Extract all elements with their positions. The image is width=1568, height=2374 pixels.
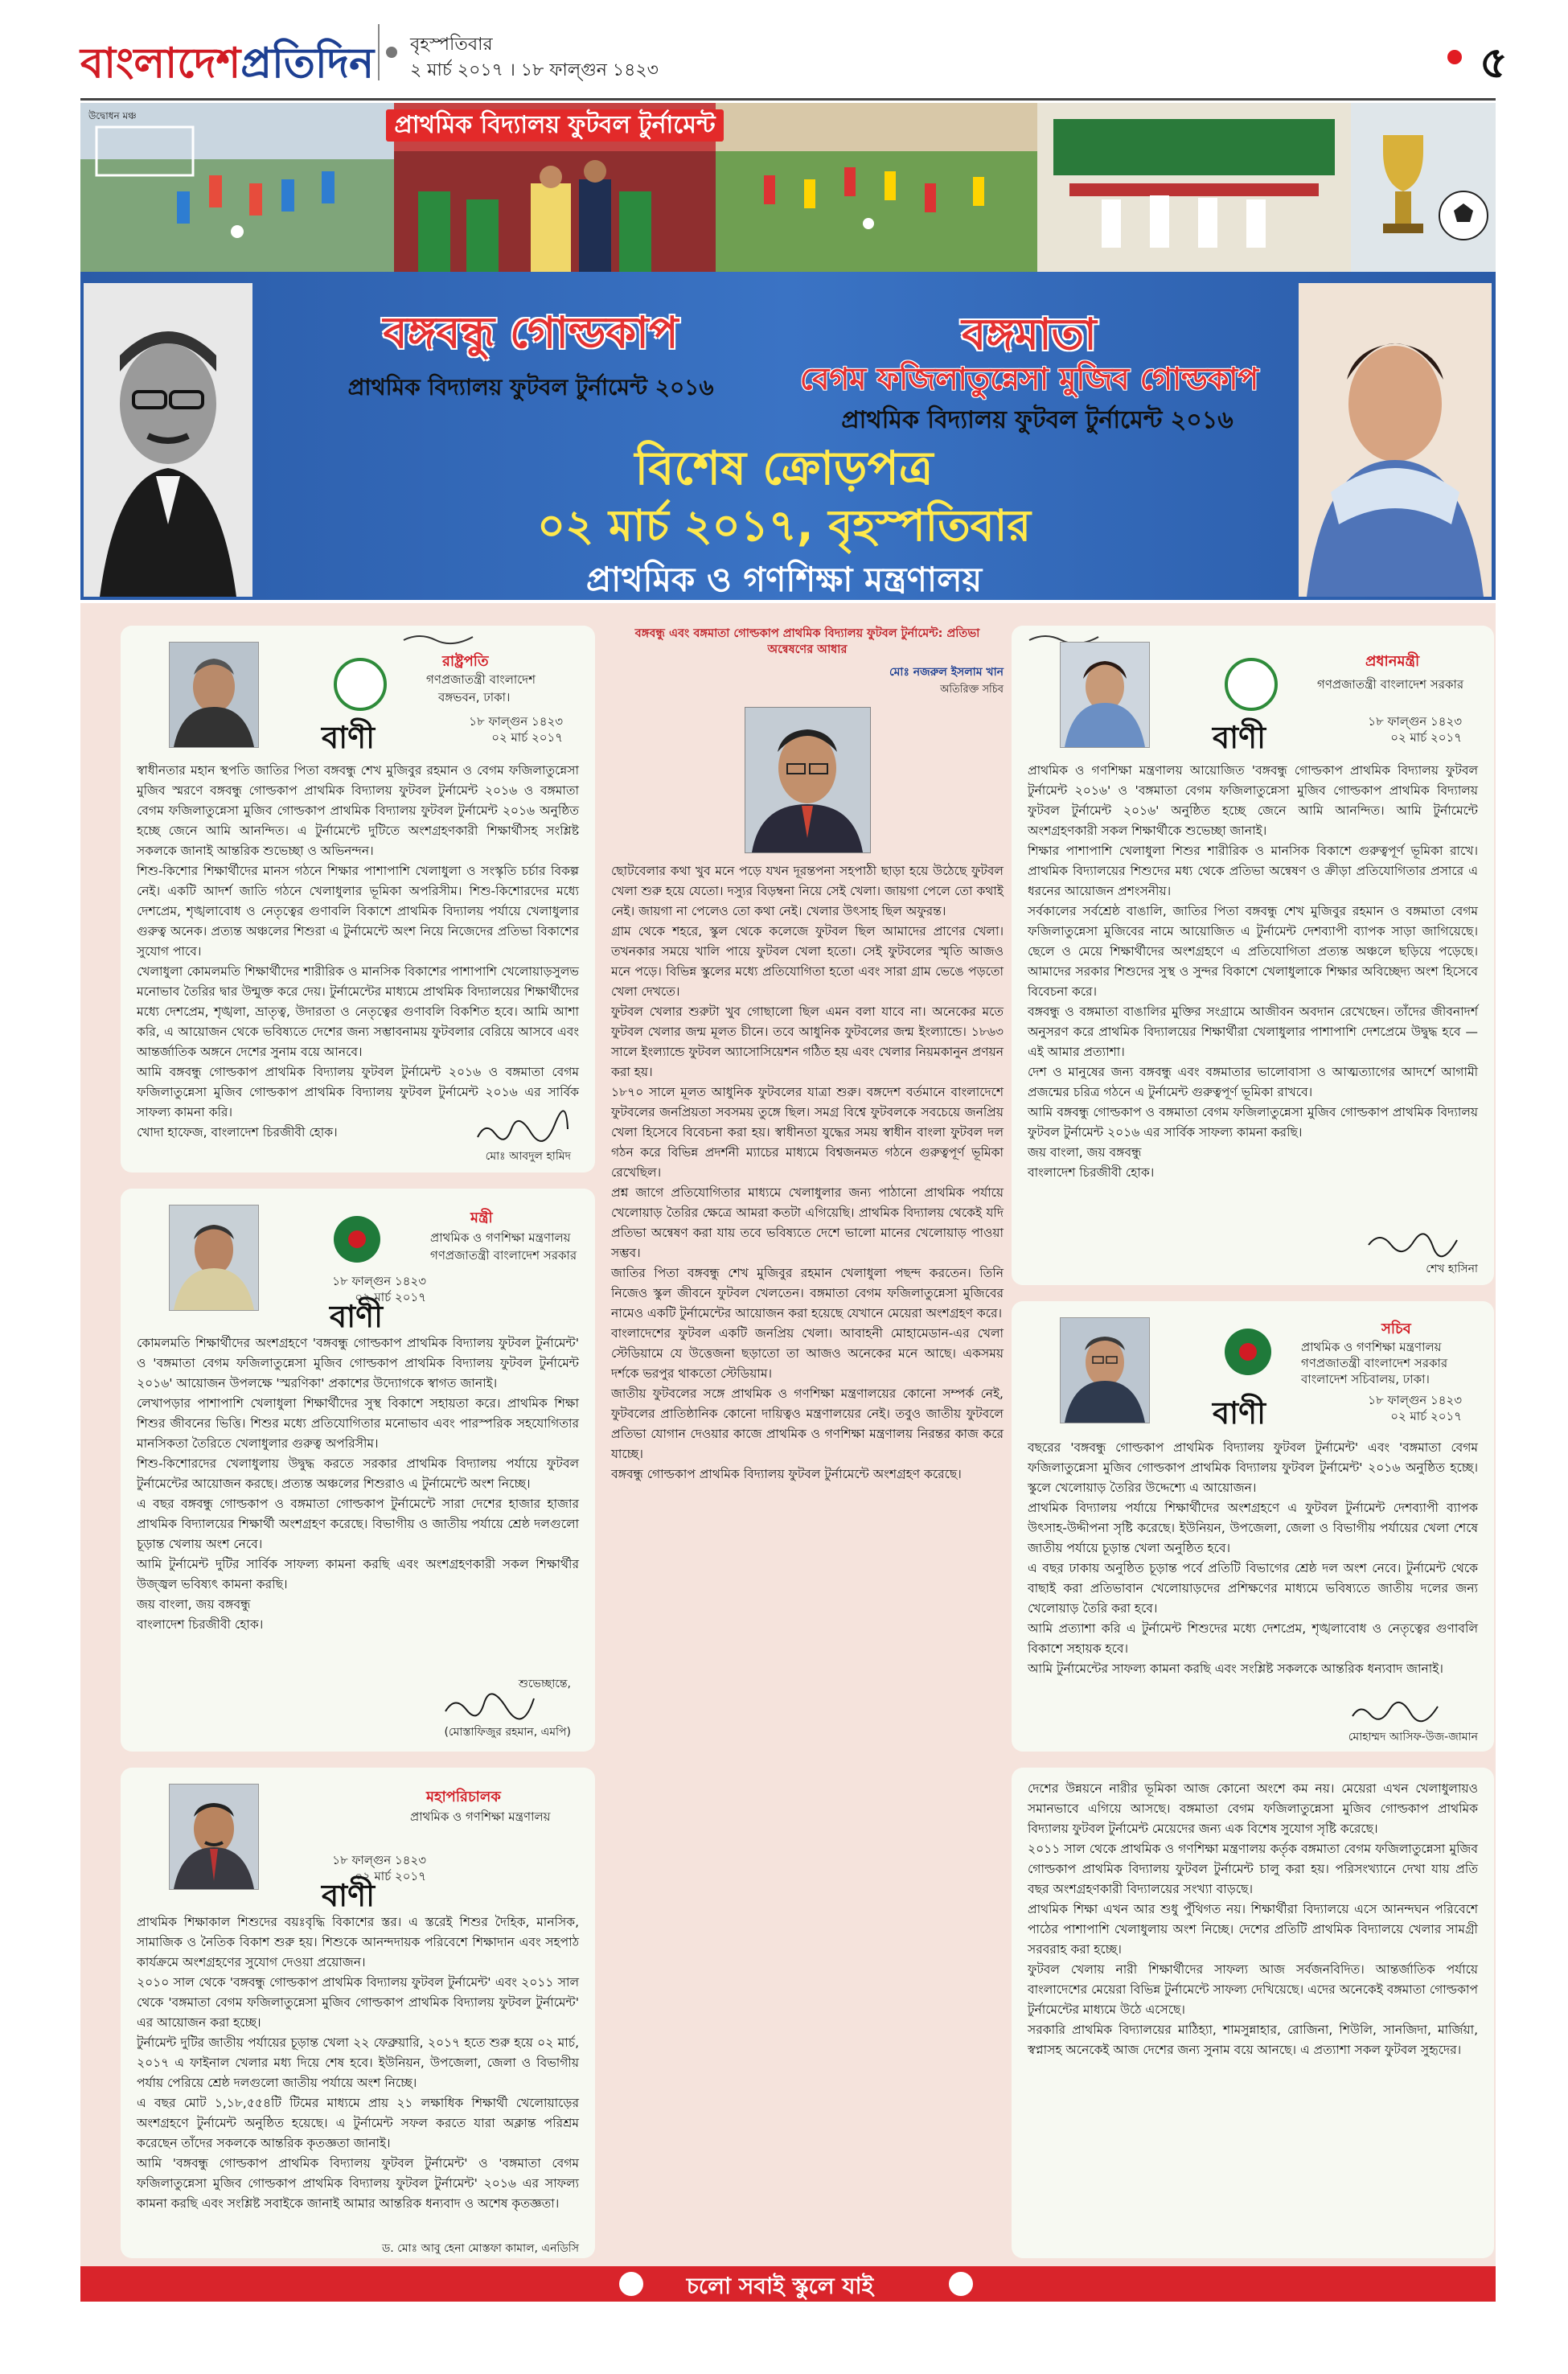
logo-text-1: বাংলাদেশ <box>80 39 241 88</box>
pm-photo <box>1060 642 1150 748</box>
bullet-dot-icon <box>386 47 397 58</box>
photo-football-match-2 <box>716 103 1037 272</box>
minister-line-2: গণপ্রজাতন্ত্রী বাংলাদেশ সরকার <box>430 1248 577 1263</box>
pm-line-1: গণপ্রজাতন্ত্রী বাংলাদেশ সরকার <box>1317 677 1464 692</box>
bangabandhu-portrait <box>84 283 252 597</box>
banner-right-title-2: বেগম ফজিলাতুন্নেসা মুজিব গোল্ডকাপ <box>799 361 1259 396</box>
banner-left-subtitle: প্রাথমিক বিদ্যালয় ফুটবল টুর্নামেন্ট ২০১৬ <box>347 374 714 400</box>
president-line-2: বঙ্গভবন, ঢাকা। <box>438 690 511 704</box>
article-title: বঙ্গবন্ধু এবং বঙ্গমাতা গোল্ডকাপ প্রাথমিক বিদ্যালয় ফুটবল টুর্নামেন্ট: প্রতিভা অন্বেষণের আধার <box>634 627 980 656</box>
pm-message-card <box>1012 626 1494 1285</box>
president-title: রাষ্ট্রপতি <box>442 653 489 670</box>
pm-signature <box>1365 1229 1462 1255</box>
secretary-message-text: বছরের 'বঙ্গবন্ধু গোল্ডকাপ প্রাথমিক বিদ্যালয় ফুটবল টুর্নামেন্ট' এবং 'বঙ্গমাতা বেগম ফজিলাতুন্নেসা মুজিব গোল্ডকাপ প্রাথমিক বিদ্যালয় ফুটবল টুর্নামেন্ট' ২০১৬ অনুষ্ঠিত হচ্ছে। স্কুলে খেলোয়াড় তৈরির উদ্দেশ্যে এ আয়োজন। প্রাথমিক বিদ্যালয় পর্যায়ে শিক্ষার্থীদের অংশগ্রহণে এ ফুটবল টুর্নামেন্ট দেশব্যাপী ব্যাপক উৎসাহ-উদ্দীপনা সৃষ্টি করেছে। ইউনিয়ন, উপজেলা, জেলা ও বিভাগীয় পর্যায়ের খেলা শেষে জাতীয় পর্যায়ে চূড়ান্ত খেলা অনুষ্ঠিত হবে। এ বছর ঢাকায় অনুষ্ঠিত চূড়ান্ত পর্বে প্রতিটি বিভাগের শ্রেষ্ঠ দল অংশ নেবে। টুর্নামেন্ট থেকে বাছাই করা প্রতিভাবান খেলোয়াড়দের প্রশিক্ষণের মাধ্যমে ভবিষ্যতে জাতীয় দলের জন্য খেলোয়াড় তৈরি করা হবে। আমি প্রত্যাশা করি এ টুর্নামেন্ট শিশুদের মধ্যে দেশপ্রেম, শৃঙ্খলাবোধ ও নেতৃত্বের গুণাবলি বিকাশে সহায়ক হবে। আমি টুর্নামেন্টের সাফল্য কামনা করছি এবং সংশ্লিষ্ট সকলকে আন্তরিক ধন্যবাদ জানাই। <box>1028 1440 1478 1676</box>
emblem-circle <box>1239 1343 1257 1361</box>
govt-emblem-icon <box>1225 658 1278 711</box>
govt-emblem-red-icon <box>1225 1329 1271 1375</box>
continuation-text: দেশের উন্নয়নে নারীর ভূমিকা আজ কোনো অংশে কম নয়। মেয়েরা এখন খেলাধুলায়ও সমানভাবে এগিয়ে আসছে। বঙ্গমাতা বেগম ফজিলাতুন্নেসা মুজিব গোল্ডকাপ প্রাথমিক বিদ্যালয় ফুটবল টুর্নামেন্ট মেয়েদের জন্য এক বিশেষ সুযোগ সৃষ্টি করেছে। ২০১১ সাল থেকে প্রাথমিক ও গণশিক্ষা মন্ত্রণালয় কর্তৃক বঙ্গমাতা বেগম ফজিলাতুন্নেসা মুজিব গোল্ডকাপ প্রাথমিক বিদ্যালয় ফুটবল টুর্নামেন্ট চালু করা হয়। পরিসংখ্যানে দেখা যায় প্রতি বছর অংশগ্রহণকারী বিদ্যালয়ের সংখ্যা বাড়ছে। প্রাথমিক শিক্ষা এখন আর শুধু পুঁথিগত নয়। শিক্ষার্থীরা বিদ্যালয়ে এসে আনন্দঘন পরিবেশে পাঠের পাশাপাশি খেলাধুলায় অংশ নিচ্ছে। দেশের প্রতিটি প্রাথমিক বিদ্যালয়ে খেলার সামগ্রী সরবরাহ করা হচ্ছে। ফুটবল খেলায় নারী শিক্ষার্থীদের সাফল্য আজ সর্বজনবিদিত। আন্তর্জাতিক পর্যায়ে বাংলাদেশের মেয়েরা বিভিন্ন টুর্নামেন্টে সাফল্য দেখিয়েছে। এদের অনেকেই বঙ্গমাতা গোল্ডকাপ টুর্নামেন্টের মাধ্যমে উঠে এসেছে। সরকারি প্রাথমিক বিদ্যালয়ের মাঠিহ্যা, শামসুন্নাহার, রোজিনা, শিউলি, সানজিদা, মার্জিয়া, স্বপ্নাসহ অনেকেই আজ দেশের জন্য সুনাম বয়ে আনছে। এ প্রত্যাশা সকল ফুটবল সুহৃদের। <box>1028 1781 1478 2057</box>
dg-signer: ড. মোঃ আবু হেনা মোস্তফা কামাল, এনডিসি <box>381 2242 579 2255</box>
bani-heading: বাণী <box>322 720 376 755</box>
strip-banner: প্রাথমিক বিদ্যালয় ফুটবল টুর্নামেন্ট <box>386 109 724 142</box>
secretary-date-2: ০২ মার্চ ২০১৭ <box>1390 1409 1462 1423</box>
dg-message-card <box>121 1768 595 2258</box>
footer-slogan: চলো সবাই স্কুলে যাই <box>686 2273 874 2299</box>
newspaper-logo <box>80 31 374 101</box>
president-message-text: স্বাধীনতার মহান স্থপতি জাতির পিতা বঙ্গবন্ধু শেখ মুজিবুর রহমান ও বেগম ফজিলাতুন্নেসা মুজিব স্মরণে বঙ্গবন্ধু গোল্ডকাপ প্রাথমিক বিদ্যালয় ফুটবল টুর্নামেন্ট ২০১৬ ও বঙ্গমাতা বেগম ফজিলাতুন্নেসা মুজিব গোল্ডকাপ প্রাথমিক বিদ্যালয় ফুটবল টুর্নামেন্ট ২০১৬ অনুষ্ঠিত হচ্ছে জেনে আমি আনন্দিত। এ টুর্নামেন্টে দুটিতে অংশগ্রহণকারী শিক্ষার্থীসহ সংশ্লিষ্ট সকলকে জানাই আন্তরিক শুভেচ্ছা ও অভিনন্দন। শিশু-কিশোর শিক্ষার্থীদের মানস গঠনে শিক্ষার পাশাপাশি খেলাধুলা ও সংস্কৃতি চর্চার বিকল্প নেই। একটি আদর্শ জাতি গঠনে খেলাধুলার ভূমিকা অপরিসীম। শিশু-কিশোরদের মধ্যে দেশপ্রেম, শৃঙ্খলাবোধ ও নেতৃত্বের গুণাবলি বিকাশে প্রাথমিক বিদ্যালয় পর্যায়ে খেলাধুলার গুরুত্ব অনেক। প্রত্যন্ত অঞ্চলের শিশুরা এ টুর্নামেন্টে অংশ নিয়ে নিজেদের প্রতিভা বিকাশের সুযোগ পাবে। খেলাধুলা কোমলমতি শিক্ষার্থীদের শারীরিক ও মানসিক বিকাশের পাশাপাশি খেলোয়াড়সুলভ মনোভাব তৈরির দ্বার উন্মুক্ত করে দেয়। টুর্নামেন্টের মাধ্যমে প্রাথমিক বিদ্যালয়ের শিক্ষার্থীদের মধ্যে দেশপ্রেম, শৃঙ্খলা, ভ্রাতৃত্ব, উদারতা ও নেতৃত্বের গুণাবলি বিকশিত হবে। আমি আশা করি, এ আয়োজন থেকে ভবিষ্যতে দেশের জন্য সম্ভাবনাময় ফুটবলার বেরিয়ে আসবে এবং আন্তর্জাতিক অঙ্গনে দেশের সুনাম বয়ে আনবে। আমি বঙ্গবন্ধু গোল্ডকাপ প্রাথমিক বিদ্যালয় ফুটবল টুর্নামেন্ট ২০১৬ ও বঙ্গমাতা বেগম ফজিলাতুন্নেসা মুজিব গোল্ডকাপ প্রাথমিক বিদ্যালয় ফুটবল টুর্নামেন্ট ২০১৬ এর সার্বিক সাফল্য কামনা করি। খোদা হাফেজ, বাংলাদেশ চিরজীবী হোক। <box>137 763 579 1140</box>
minister-title: মন্ত্রী <box>470 1210 493 1226</box>
govt-emblem-icon <box>334 658 387 711</box>
president-date-2: ০২ মার্চ ২০১৭ <box>491 730 563 745</box>
banner-right-title: বঙ্গমাতা <box>962 309 1097 359</box>
minister-line-1: প্রাথমিক ও গণশিক্ষা মন্ত্রণালয় <box>430 1230 571 1245</box>
article-author-role: অতিরিক্ত সচিব <box>940 684 1004 696</box>
minister-message-card <box>121 1189 595 1752</box>
page-dot-icon <box>1447 50 1462 64</box>
page-number: ৫ <box>1480 37 1508 88</box>
header-rule <box>80 98 1496 101</box>
pm-date-2: ০২ মার্চ ২০১৭ <box>1390 730 1462 745</box>
minister-message-text: কোমলমতি শিক্ষার্থীদের অংশগ্রহণে 'বঙ্গবন্ধু গোল্ডকাপ প্রাথমিক বিদ্যালয় ফুটবল টুর্নামেন্ট' ও 'বঙ্গমাতা বেগম ফজিলাতুন্নেসা মুজিব গোল্ডকাপ প্রাথমিক বিদ্যালয় ফুটবল টুর্নামেন্ট ২০১৬' আয়োজন উপলক্ষে 'স্মরণিকা' প্রকাশের উদ্যোগকে স্বাগত জানাই। লেখাপড়ার পাশাপাশি খেলাধুলা শিক্ষার্থীদের সুস্থ বিকাশে সহায়তা করে। প্রাথমিক শিক্ষা শিশুর জীবনের ভিত্তি। শিশুর মধ্যে প্রতিযোগিতার মনোভাব এবং পারস্পরিক সহযোগিতার মানসিকতা তৈরিতে খেলাধুলার গুরুত্ব অপরিসীম। শিশু-কিশোরদের খেলাধুলায় উদ্বুদ্ধ করতে সরকার প্রাথমিক বিদ্যালয় পর্যায়ে ফুটবল টুর্নামেন্টের আয়োজন করছে। প্রত্যন্ত অঞ্চলের শিশুরাও এ টুর্নামেন্টে অংশ নিচ্ছে। এ বছর বঙ্গবন্ধু গোল্ডকাপ ও বঙ্গমাতা গোল্ডকাপ টুর্নামেন্টে সারা দেশের হাজার হাজার প্রাথমিক বিদ্যালয়ের শিক্ষার্থী অংশগ্রহণ করেছে। বিভাগীয় ও জাতীয় পর্যায়ে শ্রেষ্ঠ দলগুলো চূড়ান্ত খেলায় অংশ নেবে। আমি টুর্নামেন্ট দুটির সার্বিক সাফল্য কামনা করছি এবং অংশগ্রহণকারী সকল শিক্ষার্থীর উজ্জ্বল ভবিষ্যৎ কামনা করছি। জয় বাংলা, জয় বঙ্গবন্ধু বাংলাদেশ চিরজীবী হোক। <box>137 1336 579 1632</box>
issue-date: ২ মার্চ ২০১৭ । ১৮ ফাল্গুন ১৪২৩ <box>410 60 659 80</box>
bani-heading: বাণী <box>330 1299 384 1334</box>
dg-message-text: প্রাথমিক শিক্ষাকাল শিশুদের বয়ঃবৃদ্ধি বিকাশের স্তর। এ স্তরেই শিশুর দৈহিক, মানসিক, সামাজিক ও নৈতিক বিকাশ শুরু হয়। শিশুকে আনন্দদায়ক পরিবেশে শিক্ষাদান এবং সহপাঠ কার্যক্রমে অংশগ্রহণের সুযোগ দেওয়া প্রয়োজন। ২০১০ সাল থেকে 'বঙ্গবন্ধু গোল্ডকাপ প্রাথমিক বিদ্যালয় ফুটবল টুর্নামেন্ট' এবং ২০১১ সাল থেকে 'বঙ্গমাতা বেগম ফজিলাতুন্নেসা মুজিব গোল্ডকাপ প্রাথমিক বিদ্যালয় ফুটবল টুর্নামেন্ট' এর আয়োজন করা হচ্ছে। টুর্নামেন্ট দুটির জাতীয় পর্যায়ের চূড়ান্ত খেলা ২২ ফেব্রুয়ারি, ২০১৭ হতে শুরু হয়ে ০২ মার্চ, ২০১৭ এ ফাইনাল খেলার মধ্য দিয়ে শেষ হবে। ইউনিয়ন, উপজেলা, জেলা ও বিভাগীয় পর্যায় পেরিয়ে শ্রেষ্ঠ দলগুলো জাতীয় পর্যায়ে অংশ নিচ্ছে। এ বছর মোট ১,১৮,৫৫৪টি টিমের মাধ্যমে প্রায় ২১ লক্ষাধিক শিক্ষার্থী খেলোয়াড়ের অংশগ্রহণে টুর্নামেন্ট অনুষ্ঠিত হয়েছে। এ টুর্নামেন্ট সফল করতে যারা অক্লান্ত পরিশ্রম করেছেন তাঁদের সকলকে আন্তরিক কৃতজ্ঞতা জানাই। আমি 'বঙ্গবন্ধু গোল্ডকাপ প্রাথমিক বিদ্যালয় ফুটবল টুর্নামেন্ট' ও 'বঙ্গমাতা বেগম ফজিলাতুন্নেসা মুজিব গোল্ডকাপ প্রাথমিক বিদ্যালয় ফুটবল টুর্নামেন্ট' ২০১৬ এর সাফল্য কামনা করছি এবং সংশ্লিষ্ট সবাইকে জানাই আমার আন্তরিক ধন্যবাদ ও অশেষ কৃতজ্ঞতা। <box>137 1915 579 2211</box>
president-message-card <box>121 626 595 1173</box>
photo-stage-event <box>1037 103 1351 272</box>
minister-closing: শুভেচ্ছান্তে, <box>518 1678 571 1690</box>
president-signature <box>474 1118 571 1144</box>
secretary-signature <box>1349 1700 1446 1726</box>
author-photo <box>745 707 871 853</box>
pm-date-1: ১৮ ফাল্গুন ১৪২৩ <box>1368 714 1462 729</box>
president-line-1: গণপ্রজাতন্ত্রী বাংলাদেশ <box>426 672 536 687</box>
issue-day: বৃহস্পতিবার <box>410 35 493 55</box>
pm-message-text: প্রাথমিক ও গণশিক্ষা মন্ত্রণালয় আয়োজিত 'বঙ্গবন্ধু গোল্ডকাপ প্রাথমিক বিদ্যালয় ফুটবল টুর্নামেন্ট ২০১৬' ও 'বঙ্গমাতা বেগম ফজিলাতুন্নেসা মুজিব গোল্ডকাপ প্রাথমিক বিদ্যালয় ফুটবল টুর্নামেন্ট ২০১৬' অনুষ্ঠিত হচ্ছে জেনে আমি আনন্দিত। আমি টুর্নামেন্টে অংশগ্রহণকারী সকল শিক্ষার্থীকে শুভেচ্ছা জানাই। শিক্ষার পাশাপাশি খেলাধুলা শিশুর শারীরিক ও মানসিক বিকাশে গুরুত্বপূর্ণ ভূমিকা রাখে। প্রাথমিক বিদ্যালয়ের শিশুদের মধ্য থেকে প্রতিভা অন্বেষণ ও ক্রীড়া প্রতিযোগিতার প্রসারে এ ধরনের আয়োজন প্রশংসনীয়। সর্বকালের সর্বশ্রেষ্ঠ বাঙালি, জাতির পিতা বঙ্গবন্ধু শেখ মুজিবুর রহমান ও বঙ্গমাতা বেগম ফজিলাতুন্নেসা মুজিবের নামে আয়োজিত এ টুর্নামেন্ট দেশব্যাপী ব্যাপক সাড়া জাগিয়েছে। ছেলে ও মেয়ে শিক্ষার্থীদের অংশগ্রহণে এ প্রতিযোগিতা প্রত্যন্ত অঞ্চলে ছড়িয়ে পড়েছে। আমাদের সরকার শিশুদের সুস্থ ও সুন্দর বিকাশে খেলাধুলাকে শিক্ষার অবিচ্ছেদ্য অংশ হিসেবে বিবেচনা করে। বঙ্গবন্ধু ও বঙ্গমাতা বাঙালির মুক্তির সংগ্রামে আজীবন অবদান রেখেছেন। তাঁদের জীবনাদর্শ অনুসরণ করে প্রাথমিক বিদ্যালয়ের শিক্ষার্থীরা খেলাধুলার পাশাপাশি দেশপ্রেমে উদ্বুদ্ধ হবে — এই আমার প্রত্যাশা। দেশ ও মানুষের জন্য বঙ্গবন্ধু এবং বঙ্গমাতার ভালোবাসা ও আত্মত্যাগের আদর্শে আগামী প্রজন্মের চরিত্র গঠনে এ টুর্নামেন্ট গুরুত্বপূর্ণ ভূমিকা রাখবে। আমি বঙ্গবন্ধু গোল্ডকাপ ও বঙ্গমাতা বেগম ফজিলাতুন্নেসা মুজিব গোল্ডকাপ প্রাথমিক বিদ্যালয় ফুটবল টুর্নামেন্ট ২০১৬ এর সার্বিক সাফল্য কামনা করছি। জয় বাংলা, জয় বঙ্গবন্ধু বাংলাদেশ চিরজীবী হোক। <box>1028 763 1478 1180</box>
minister-date-2: ০২ মার্চ ২০১৭ <box>355 1290 426 1304</box>
president-date-1: ১৮ ফাল্গুন ১৪২৩ <box>469 714 563 729</box>
secretary-line-1: প্রাথমিক ও গণশিক্ষা মন্ত্রণালয় <box>1301 1340 1442 1354</box>
bani-heading: বাণী <box>322 1878 376 1913</box>
strip-small-label: উদ্বোধন মঞ্চ <box>88 110 137 121</box>
secretary-date-1: ১৮ ফাল্গুন ১৪২৩ <box>1368 1393 1462 1407</box>
banner-right-subtitle: প্রাথমিক বিদ্যালয় ফুটবল টুর্নামেন্ট ২০১৬ <box>841 406 1233 434</box>
minister-date-1: ১৮ ফাল্গুন ১৪২৩ <box>332 1274 426 1288</box>
pm-signer: শেখ হাসিনা <box>1426 1263 1478 1275</box>
photo-strip <box>80 103 1496 272</box>
president-signer: মোঃ আবদুল হামিদ <box>485 1150 571 1163</box>
minister-signer: (মোস্তাফিজুর রহমান, এমপি) <box>444 1726 571 1739</box>
secretary-signer: মোহাম্মদ আসিফ-উজ-জামান <box>1348 1731 1478 1744</box>
bani-heading: বাণী <box>1213 720 1266 755</box>
secretary-title: সচিব <box>1381 1320 1411 1337</box>
article-author: মোঃ নজরুল ইসলাম খান <box>889 666 1004 679</box>
photo-trophy-ball <box>1351 103 1496 272</box>
secretary-line-2: গণপ্রজাতন্ত্রী বাংলাদেশ সরকার <box>1301 1356 1448 1370</box>
special-supplement-heading: বিশেষ ক্রোড়পত্র <box>634 441 934 495</box>
secretary-message-card <box>1012 1301 1494 1752</box>
bani-heading: বাণী <box>1213 1395 1266 1431</box>
banner-left-title: বঙ্গবন্ধু গোল্ডকাপ <box>383 307 679 358</box>
dg-photo <box>169 1784 259 1890</box>
secretary-line-3: বাংলাদেশ সচিবালয়, ঢাকা। <box>1301 1372 1430 1386</box>
bangamata-portrait <box>1299 283 1492 597</box>
minister-signature <box>442 1694 539 1719</box>
emblem-circle <box>348 1230 366 1248</box>
president-photo <box>169 642 259 748</box>
pm-title: প্রধানমন্ত্রী <box>1365 653 1420 670</box>
header-divider <box>378 24 380 80</box>
pen-decoration-icon <box>402 632 474 643</box>
logo-text-2: প্রতিদিন <box>240 39 375 88</box>
photo-football-match-1 <box>80 103 394 272</box>
dg-title: মহাপরিচালক <box>426 1789 501 1805</box>
dg-date-2: ০২ মার্চ ২০১৭ <box>355 1869 426 1883</box>
ministry-name: প্রাথমিক ও গণশিক্ষা মন্ত্রণালয় <box>585 560 983 599</box>
minister-photo <box>169 1205 259 1311</box>
article-continuation <box>1012 1768 1494 2258</box>
center-article <box>611 626 1004 2254</box>
secretary-photo <box>1060 1317 1150 1423</box>
supplement-date: ০২ মার্চ ২০১৭, বৃহস্পতিবার <box>536 500 1032 551</box>
dg-date-1: ১৮ ফাল্গুন ১৪২৩ <box>332 1853 426 1867</box>
govt-emblem-red-icon <box>334 1216 380 1263</box>
article-body: ছোটবেলার কথা খুব মনে পড়ে যখন দূরন্তপনা সহপাঠী ছাড়া হয়ে উঠেছে ফুটবল খেলা শুরু হয়ে যেতো। দস্যুর বিড়ম্বনা নিয়ে সেই খেলা। জায়গা পেলে তো কথাই নেই। জায়গা না পেলেও তো কথা নেই। খেলার উৎসাহ ছিল অফুরন্ত। গ্রাম থেকে শহরে, স্কুল থেকে কলেজে ফুটবল ছিল আমাদের প্রাণের খেলা। তখনকার সময়ে খালি পায়ে ফুটবল খেলা হতো। সেই ফুটবলের স্মৃতি আজও মনে পড়ে। বিভিন্ন স্কুলের মধ্যে প্রতিযোগিতা হতো এবং সারা গ্রাম ভেঙে পড়তো খেলা দেখতে। ফুটবল খেলার শুরুটা খুব গোছালো ছিল এমন বলা যাবে না। অনেকের মতে ফুটবল খেলার জন্ম মূলত চীনে। তবে আধুনিক ফুটবলের জন্ম ইংল্যান্ডে। ১৮৬৩ সালে ইংল্যান্ডে ফুটবল অ্যাসোসিয়েশন গঠিত হয় এবং খেলার নিয়মকানুন প্রণয়ন করা হয়। ১৮৭০ সালে মূলত আধুনিক ফুটবলের যাত্রা শুরু। বঙ্গদেশ বর্তমানে বাংলাদেশে ফুটবলের জনপ্রিয়তা সবসময় তুঙ্গে ছিল। সমগ্র বিশ্বে ফুটবলকে সবচেয়ে জনপ্রিয় খেলা হিসেবে বিবেচনা করা হয়। স্বাধীনতা যুদ্ধের সময় স্বাধীন বাংলা ফুটবল দল গঠন করে বিভিন্ন প্রদর্শনী ম্যাচের মাধ্যমে বিশ্বজনমত গঠনে গুরুত্বপূর্ণ ভূমিকা রেখেছিল। প্রশ্ন জাগে প্রতিযোগিতার মাধ্যমে খেলাধুলার জন্য পাঠানো প্রাথমিক পর্যায়ে খেলোয়াড় তৈরির ক্ষেত্রে আমরা কতটা এগিয়েছি। প্রাথমিক বিদ্যালয় থেকেই যদি প্রতিভা অন্বেষণ করা যায় তবে ভবিষ্যতে দেশে ভালো মানের খেলোয়াড় পাওয়া সম্ভব। জাতির পিতা বঙ্গবন্ধু শেখ মুজিবুর রহমান খেলাধুলা পছন্দ করতেন। তিনি নিজেও স্কুল জীবনে ফুটবল খেলতেন। বঙ্গমাতা বেগম ফজিলাতুন্নেসা মুজিবের নামেও একটি টুর্নামেন্টের আয়োজন করা হয়েছে যেখানে মেয়েরা অংশগ্রহণ করে। বাংলাদেশের ফুটবল একটি জনপ্রিয় খেলা। আবাহনী মোহামেডান-এর খেলা স্টেডিয়ামে যে উত্তেজনা ছড়াতো তা আজও অনেকের মনে আছে। একসময় দর্শকে ভরপুর থাকতো স্টেডিয়াম। জাতীয় ফুটবলের সঙ্গে প্রাথমিক ও গণশিক্ষা মন্ত্রণালয়ের কোনো সম্পর্ক নেই, ফুটবলের প্রাতিষ্ঠানিক কোনো দায়িত্বও মন্ত্রণালয়ের নেই। তবুও জাতীয় ফুটবলে প্রতিভা যোগান দেওয়ার কাজে প্রাথমিক ও গণশিক্ষা মন্ত্রণালয় নিরন্তর কাজ করে যাচ্ছে। বঙ্গবন্ধু গোল্ডকাপ প্রাথমিক বিদ্যালয় ফুটবল টুর্নামেন্টে অংশগ্রহণ করেছে। <box>611 864 1004 1481</box>
dg-line-1: প্রাথমিক ও গণশিক্ষা মন্ত্রণালয় <box>410 1809 551 1824</box>
